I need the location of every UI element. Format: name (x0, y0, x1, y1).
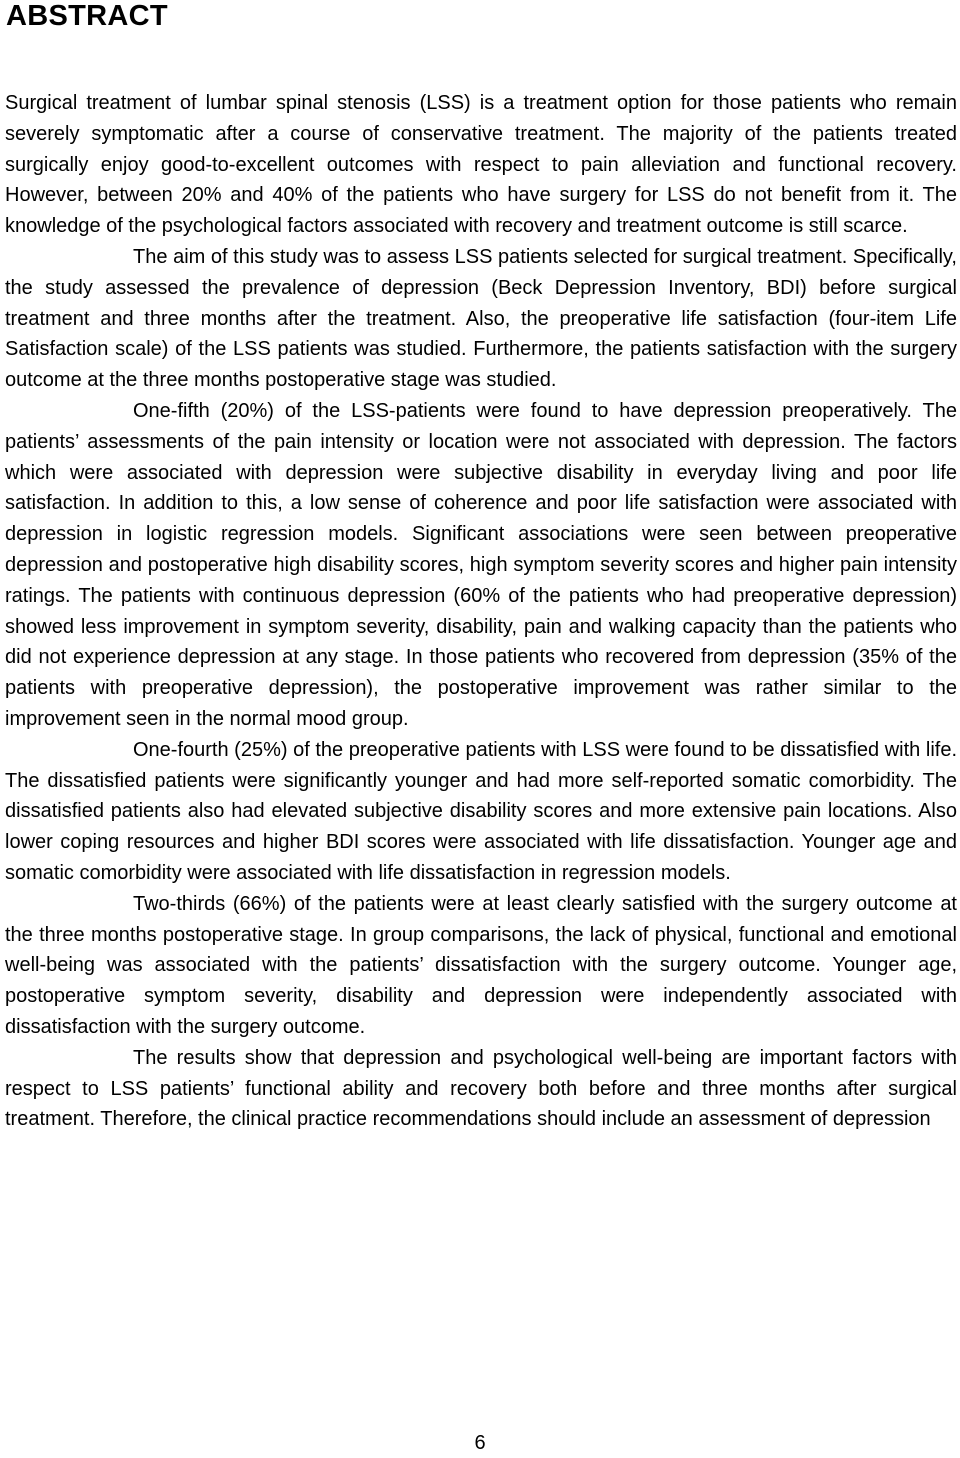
abstract-paragraph: One-fourth (25%) of the preoperative patients with LSS were found to be dissatisfied with life. The dissatisfied patients were significantly younger and had more self-reported somatic comorbidity. The dissatisfied patients also had elevated subjective disability scores and more extensive pain locations. Also lower coping resources and higher BDI scores were associated with life dissatisfaction. Younger age and somatic comorbidity were associated with life dissatisfaction in regression models. (5, 738, 957, 884)
abstract-paragraph: One-fifth (20%) of the LSS-patients were found to have depression preoperatively. The patients’ assessments of the pain intensity or location were not associated with depression. The factors which were associated with depression were subjective disability in everyday living and poor life satisfaction. In addition to this, a low sense of coherence and poor life satisfaction were associated with depression in logistic regression models. Significant associations were seen between preoperative depression and postoperative high disability scores, high symptom severity scores and higher pain intensity ratings. The patients with continuous depression (60% of the patients who had preoperative depression) showed less improvement in symptom severity, disability, pain and walking capacity than the patients who did not experience depression at any stage. In those patients who recovered from depression (35% of the patients with preoperative depression), the postoperative improvement was rather similar to the improvement seen in the normal mood group. (5, 399, 957, 730)
abstract-paragraph: The aim of this study was to assess LSS patients selected for surgical treatment. Specifically, the study assessed the prevalence of depression (Beck Depression Inventory, BDI) before surgical treatment and three months after the treatment. Also, the preoperative life satisfaction (four-item Life Satisfaction scale) of the LSS patients was studied. Furthermore, the patients satisfaction with the surgery outcome at the three months postoperative stage was studied. (5, 245, 957, 392)
abstract-body (5, 88, 957, 1135)
abstract-paragraph: The results show that depression and psychological well-being are important factors with respect to LSS patients’ functional ability and recovery both before and three months after surgical treatment. Therefore, the clinical practice recommendations should include an assessment of depression (5, 1046, 957, 1131)
abstract-paragraph: Surgical treatment of lumbar spinal stenosis (LSS) is a treatment option for those patients who remain severely symptomatic after a course of conservative treatment. The majority of the patients treated surgically enjoy good-to-excellent outcomes with respect to pain alleviation and functional recovery. However, between 20% and 40% of the patients who have surgery for LSS do not benefit from it. The knowledge of the psychological factors associated with recovery and treatment outcome is still scarce. (5, 92, 957, 238)
abstract-paragraph: Two-thirds (66%) of the patients were at least clearly satisfied with the surgery outcome at the three months postoperative stage. In group comparisons, the lack of physical, functional and emotional well-being was associated with the patients’ dissatisfaction with the surgery outcome. Younger age, postoperative symptom severity, disability and depression were independently associated with dissatisfaction with the surgery outcome. (5, 892, 957, 1038)
section-heading: ABSTRACT (6, 0, 168, 32)
page-number: 6 (474, 1432, 486, 1454)
